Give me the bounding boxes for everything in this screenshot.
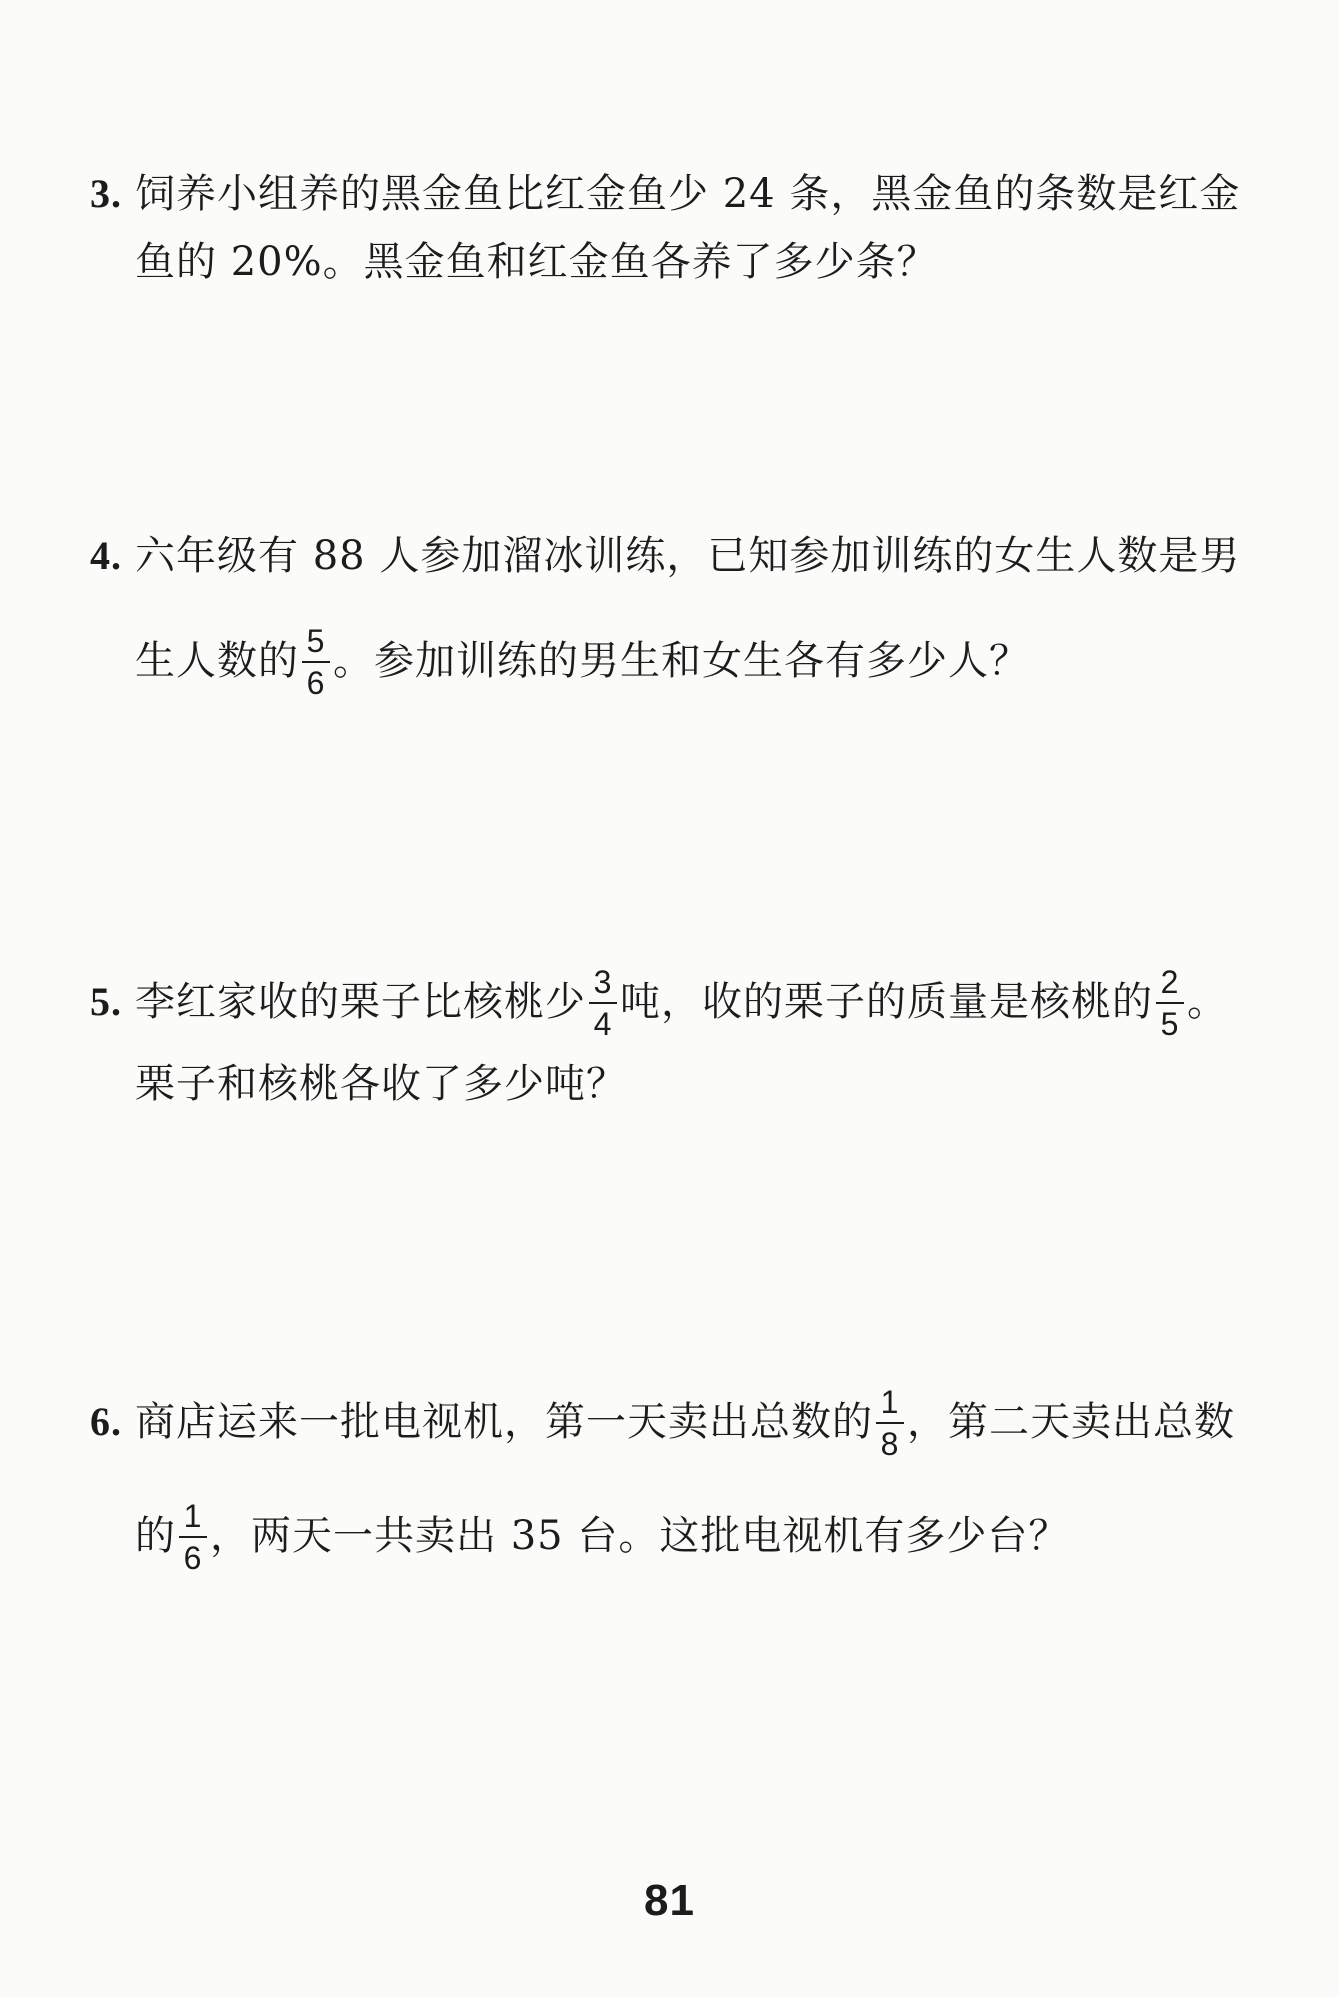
fraction-bar bbox=[589, 1002, 617, 1004]
problem-text: 栗子和核桃各收了多少吨？ bbox=[135, 1061, 627, 1107]
problem-5-line-2 bbox=[135, 1060, 627, 1108]
problem-text: 。 bbox=[1187, 979, 1228, 1025]
problem-text: ，两天一共卖出 35 台。这批电视机有多少台？ bbox=[210, 1513, 1070, 1559]
problem-text: 鱼的 20%。黑金鱼和红金鱼各养了多少条？ bbox=[135, 239, 938, 285]
problem-4-line-2 bbox=[135, 625, 1030, 703]
fraction-denominator: 8 bbox=[880, 1426, 900, 1462]
fraction-denominator: 4 bbox=[593, 1006, 613, 1042]
problem-6-line-2 bbox=[135, 1500, 1069, 1578]
problem-number: 4. bbox=[90, 533, 122, 578]
fraction-numerator: 1 bbox=[183, 1498, 203, 1534]
problem-text: 的 bbox=[135, 1513, 176, 1559]
problem-text: 。参加训练的男生和女生各有多少人？ bbox=[333, 638, 1030, 684]
problem-4-line-1 bbox=[90, 532, 1240, 580]
problem-3-line-1 bbox=[90, 170, 1240, 218]
fraction-numerator: 3 bbox=[593, 964, 613, 1000]
fraction-denominator: 5 bbox=[1160, 1006, 1180, 1042]
problem-number: 6. bbox=[90, 1399, 122, 1444]
problem-text: 李红家收的栗子比核桃少 bbox=[135, 979, 586, 1025]
fraction-numerator: 5 bbox=[306, 623, 326, 659]
fraction bbox=[1156, 964, 1184, 1042]
problem-text: 六年级有 88 人参加溜冰训练，已知参加训练的女生人数是男 bbox=[135, 533, 1241, 579]
problem-text: ，第二天卖出总数 bbox=[907, 1399, 1235, 1445]
problem-text: 商店运来一批电视机，第一天卖出总数的 bbox=[135, 1399, 873, 1445]
fraction-denominator: 6 bbox=[183, 1540, 203, 1576]
fraction-denominator: 6 bbox=[306, 665, 326, 701]
fraction-bar bbox=[876, 1422, 904, 1424]
problem-5-line-1 bbox=[90, 966, 1228, 1044]
fraction bbox=[589, 964, 617, 1042]
fraction-numerator: 2 bbox=[1160, 964, 1180, 1000]
fraction-bar bbox=[1156, 1002, 1184, 1004]
fraction bbox=[179, 1498, 207, 1576]
problem-6-line-1 bbox=[90, 1386, 1235, 1464]
fraction-bar bbox=[302, 661, 330, 663]
fraction bbox=[876, 1384, 904, 1462]
fraction bbox=[302, 623, 330, 701]
problem-number: 3. bbox=[90, 171, 122, 216]
problem-text: 吨，收的栗子的质量是核桃的 bbox=[620, 979, 1153, 1025]
problem-number: 5. bbox=[90, 979, 122, 1024]
fraction-numerator: 1 bbox=[880, 1384, 900, 1420]
problem-text: 生人数的 bbox=[135, 638, 299, 684]
fraction-bar bbox=[179, 1536, 207, 1538]
problem-3-line-2 bbox=[135, 238, 938, 286]
problem-text: 饲养小组养的黑金鱼比红金鱼少 24 条，黑金鱼的条数是红金 bbox=[135, 171, 1241, 217]
page-number: 81 bbox=[644, 1876, 695, 1925]
